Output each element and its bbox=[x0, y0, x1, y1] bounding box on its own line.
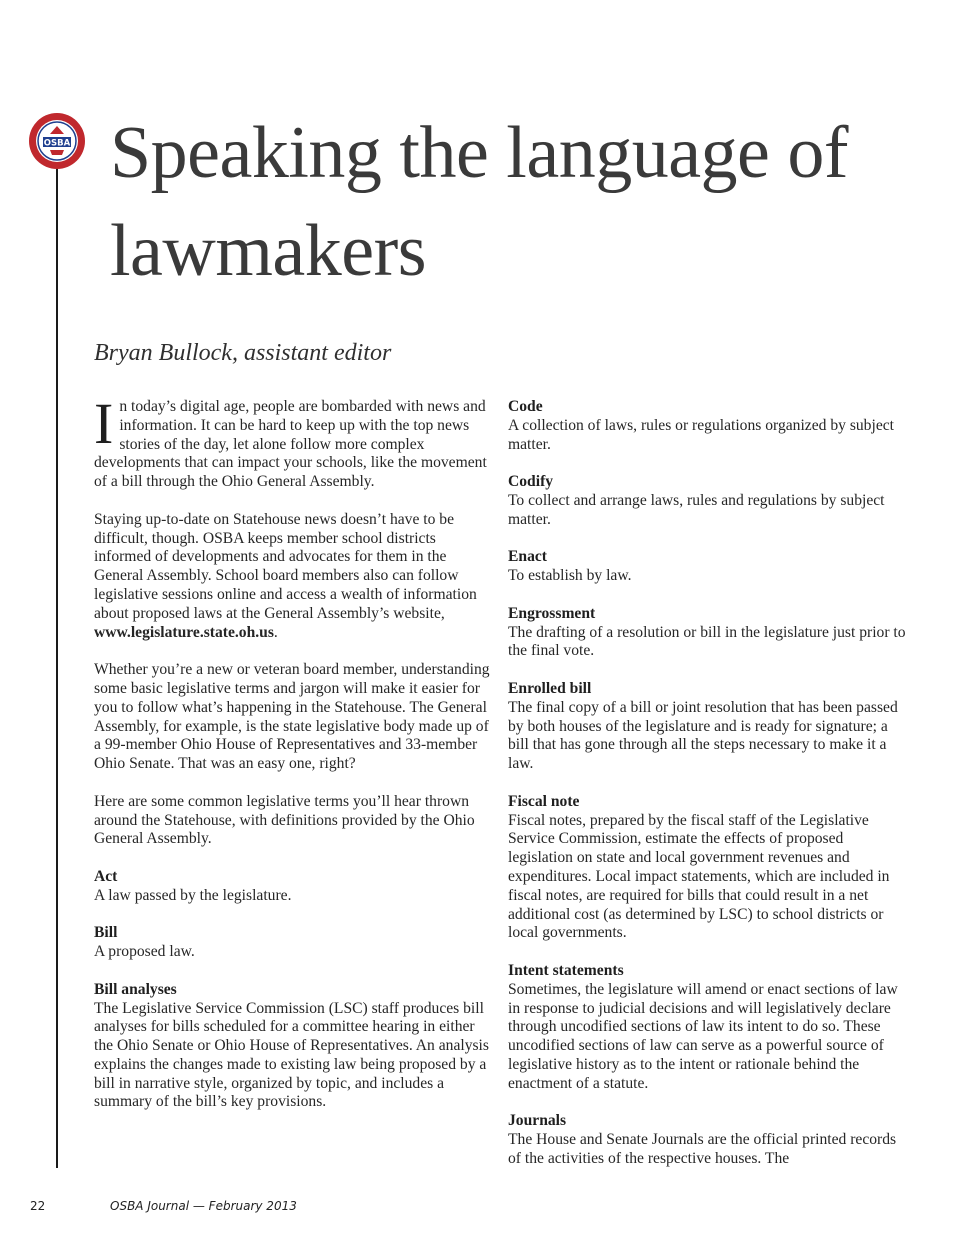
publication-info: OSBA Journal — February 2013 bbox=[110, 1199, 297, 1213]
term-heading: Journals bbox=[508, 1112, 567, 1130]
byline: Bryan Bullock, assistant editor bbox=[94, 340, 392, 366]
term-definition: A law passed by the legislature. bbox=[94, 886, 292, 904]
left-column bbox=[94, 391, 492, 1131]
intro-paragraph-4: Here are some common legislative terms you’ll hear thrown around the Statehouse, with definitions provided by the Ohio General Assembly. bbox=[94, 792, 475, 848]
term-definition: To establish by law. bbox=[508, 567, 632, 585]
term-act bbox=[94, 868, 492, 906]
drop-cap: I bbox=[94, 391, 114, 456]
term-enact bbox=[508, 548, 908, 586]
right-column bbox=[508, 398, 908, 1187]
term-heading: Intent statements bbox=[508, 961, 624, 979]
intro-paragraph-1: In today’s digital age, people are bombarded with news and information. It can be hard to keep up with the top news stories of the day, let alone follow more complex developments that can impact your schools, like the movement of a bill through the Ohio General Assembly. bbox=[94, 391, 487, 491]
term-definition: A proposed law. bbox=[94, 943, 195, 961]
website-link[interactable]: www.legislature.state.oh.us bbox=[94, 623, 274, 641]
term-definition: The Legislative Service Commission (LSC) staff produces bill analyses for bills scheduled for a committee hearing in either the Ohio Senate or Ohio House of Representatives. An analysis explains the changes made to existing law being proposed by a bill in narrative style, organized by topic, and includes a summary of the bill’s key provisions. bbox=[94, 999, 489, 1111]
term-definition: Fiscal notes, prepared by the fiscal staff of the Legislative Service Commission, estimate the effects of proposed legislation on state and local government revenues and expenditures. Local impact statements, which are included in fiscal notes, are required for bills that could result in a net additional cost (as determined by LSC) to school districts or local governments. bbox=[508, 811, 890, 942]
term-fiscal-note bbox=[508, 793, 908, 943]
term-engrossment bbox=[508, 605, 908, 661]
term-definition: To collect and arrange laws, rules and regulations by subject matter. bbox=[508, 491, 885, 528]
vertical-rule bbox=[56, 140, 58, 1168]
term-code bbox=[508, 398, 908, 454]
page-footer bbox=[30, 1199, 297, 1213]
article-title: Speaking the language of lawmakers bbox=[110, 112, 849, 292]
intro-paragraph-3: Whether you’re a new or veteran board member, understanding some basic legislative terms and jargon will make it easier for you to follow what’s happening in the Statehouse. The General Assembly, for example, is the state legislative body made up of a 99-member Ohio House of Representatives and 33-member Ohio Senate. That was an easy one, right? bbox=[94, 661, 490, 773]
term-heading: Act bbox=[94, 867, 118, 885]
term-journals bbox=[508, 1112, 908, 1168]
term-definition: The drafting of a resolution or bill in the legislature just prior to the final vote. bbox=[508, 623, 906, 660]
term-definition: A collection of laws, rules or regulations organized by subject matter. bbox=[508, 416, 894, 453]
page-number: 22 bbox=[30, 1199, 46, 1213]
term-heading: Bill bbox=[94, 924, 118, 942]
term-heading: Code bbox=[508, 398, 543, 415]
osba-logo-icon bbox=[28, 112, 86, 170]
term-heading: Codify bbox=[508, 473, 554, 491]
svg-text:OSBA: OSBA bbox=[43, 138, 71, 149]
term-heading: Enrolled bill bbox=[508, 679, 592, 697]
term-intent-statements bbox=[508, 962, 908, 1094]
term-bill-analyses bbox=[94, 981, 492, 1113]
term-definition: The final copy of a bill or joint resolution that has been passed by both houses of the legislature and is ready for signature; a bill that has gone through all the steps necessary to make it a law. bbox=[508, 698, 898, 773]
term-heading: Fiscal note bbox=[508, 792, 580, 810]
intro-paragraph-2: Staying up-to-date on Statehouse news doesn’t have to be difficult, though. OSBA keeps member school districts informed of developments and advocates for them in the General Assembly. School board members also can follow legislative sessions online and access a wealth of information about proposed laws at the General Assembly’s website, www.legislature.state.oh.us. bbox=[94, 510, 477, 641]
term-heading: Engrossment bbox=[508, 604, 596, 622]
term-bill bbox=[94, 924, 492, 962]
term-definition: Sometimes, the legislature will amend or enact sections of law in response to judicial decisions and will legislatively declare through uncodified sections of law its intent to do so. These uncodified sections of law can serve as a powerful source of legislative history as to the intent or rationale behind the enactment of a statute. bbox=[508, 980, 898, 1092]
term-heading: Enact bbox=[508, 548, 547, 566]
term-definition: The House and Senate Journals are the official printed records of the activities of the respective houses. The bbox=[508, 1131, 897, 1167]
term-heading: Bill analyses bbox=[94, 980, 177, 998]
term-codify bbox=[508, 473, 908, 529]
term-enrolled-bill bbox=[508, 680, 908, 774]
